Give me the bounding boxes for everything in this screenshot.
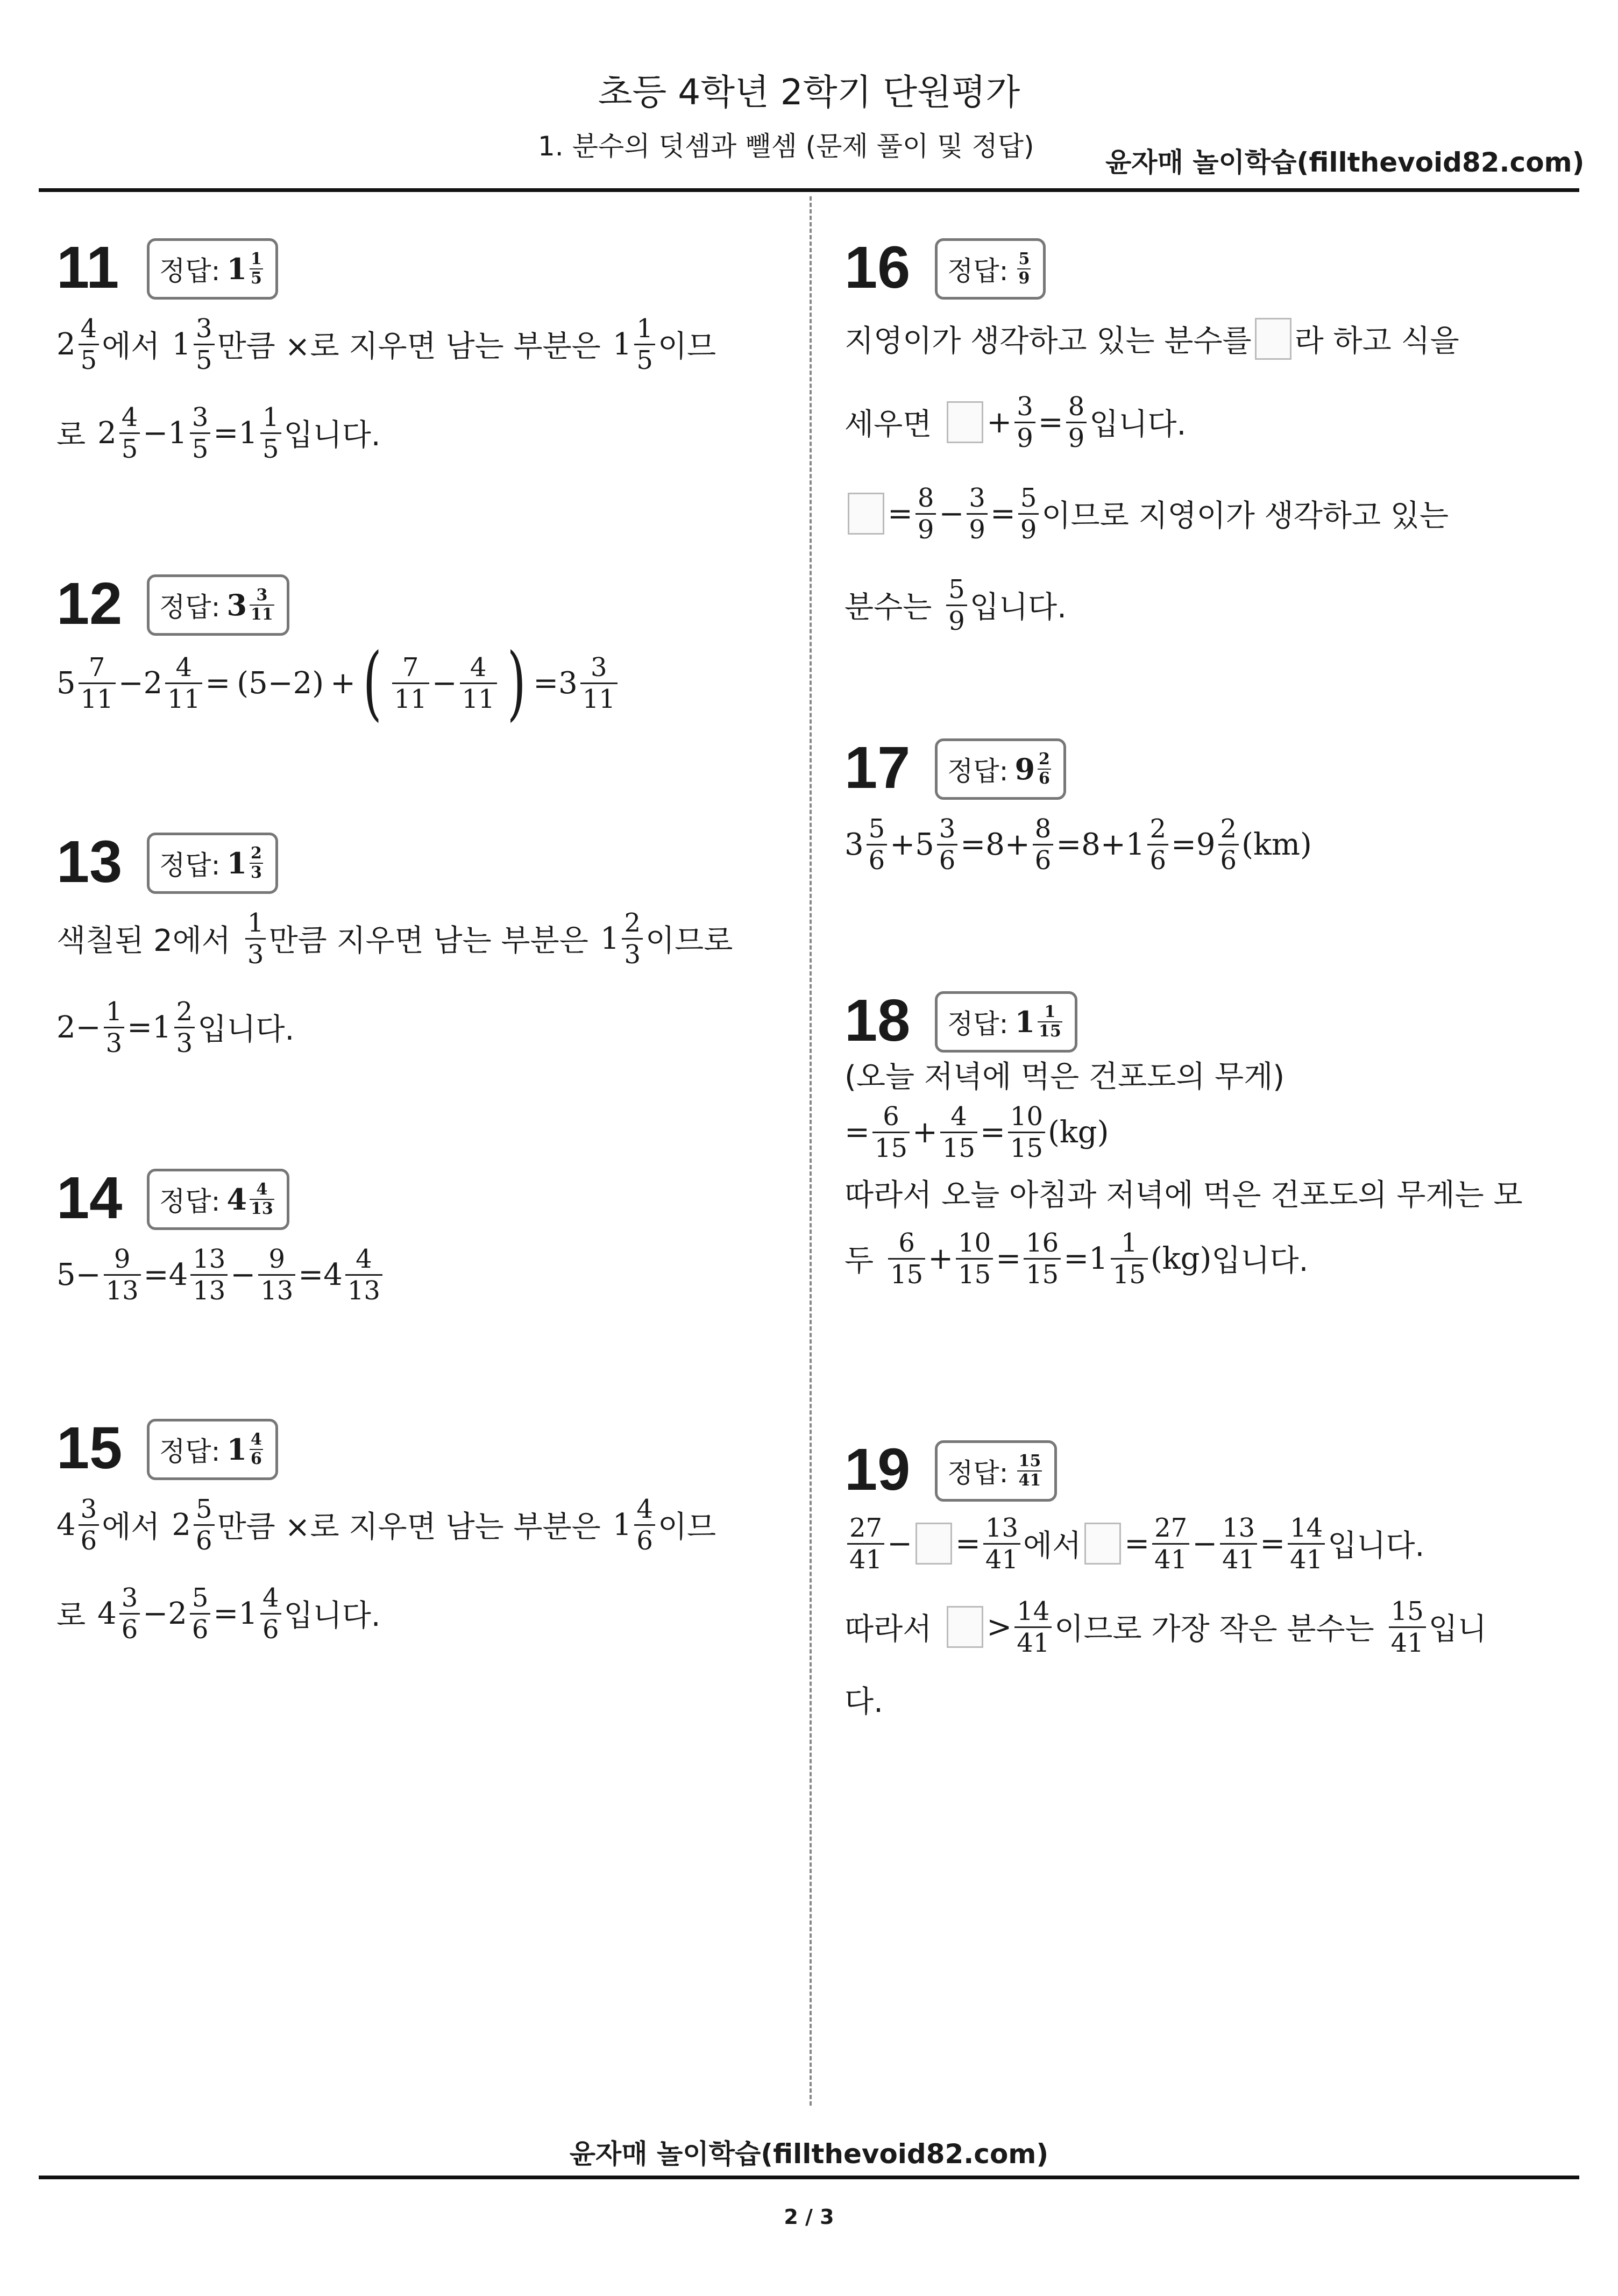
answer-fraction: [250, 844, 263, 882]
fraction: $\frac{2}{3}$: [174, 997, 195, 1058]
problem-number: 14: [56, 1165, 123, 1231]
solution-text: 이므로 지영이가 생각하고 있는: [1041, 499, 1449, 534]
blank-box: [1255, 318, 1291, 360]
problem-13: [56, 828, 733, 1073]
problem-number: 15: [56, 1415, 123, 1481]
answer-whole: 1: [226, 1432, 247, 1467]
answer-label: 정답:: [159, 1436, 221, 1467]
numerator: 5: [1018, 250, 1030, 268]
solution-line: [845, 1054, 1523, 1094]
solution-line: [56, 637, 620, 729]
solution-line: [56, 301, 716, 387]
solution-text: 이므로 가장 작은 분수는: [1054, 1612, 1374, 1647]
solution-text: 입니다.: [1089, 407, 1187, 442]
numerator: 4: [256, 1180, 268, 1199]
fraction: $\frac{3}{5}$: [190, 402, 211, 464]
fraction: $\frac{4}{6}$: [260, 1583, 281, 1645]
math: > $\frac{14}{41}$: [987, 1596, 1054, 1658]
answer-fraction: [250, 250, 263, 288]
footer-divider: [39, 2176, 1579, 2179]
fraction: $\frac{1}{5}$: [260, 402, 281, 464]
problem-18: [845, 987, 1523, 1302]
solution-line: [845, 1584, 1487, 1670]
fraction: $\frac{3}{9}$: [967, 483, 988, 545]
answer-value: [1014, 1452, 1045, 1490]
solution-line: [56, 1568, 716, 1659]
answer-box: [147, 833, 278, 894]
fraction: $\frac{4}{13}$: [345, 1244, 382, 1306]
answer-fraction: [1017, 1452, 1042, 1490]
answer-label: 정답:: [947, 1458, 1009, 1489]
numerator: 1: [1044, 1003, 1056, 1021]
solution-line: [56, 895, 733, 982]
problem-11: [56, 234, 716, 479]
numerator: 2: [1039, 750, 1050, 769]
answer-whole: 1: [226, 846, 247, 880]
answer-value: [226, 1181, 276, 1218]
answer-value: [226, 844, 265, 882]
fraction: $\frac{4}{11}$: [165, 652, 202, 714]
problem-17: [845, 734, 1312, 887]
fraction: $\frac{3}{5}$: [194, 314, 215, 375]
answer-whole: 4: [226, 1182, 247, 1217]
solution-text: 두: [845, 1243, 874, 1278]
answer-label: 정답:: [159, 850, 221, 881]
fraction: $\frac{8}{9}$: [916, 483, 936, 545]
numerator: 3: [256, 586, 268, 605]
math: 5 $\frac{7}{11}$ −2 $\frac{4}{11}$ = (5−2) + ( $\frac{7}{11}$ − $\frac{4}{11}$ ) =3 $\frac{3}{11}$: [56, 643, 620, 723]
fraction: $\frac{16}{15}$: [1024, 1228, 1061, 1290]
fraction: $\frac{13}{41}$: [983, 1513, 1020, 1575]
solution-text: 라 하고 식을: [1294, 324, 1459, 359]
solution-line: [845, 559, 1459, 651]
answer-fraction: [250, 1431, 263, 1468]
solution-text: 분수는: [845, 590, 932, 625]
denominator: 6: [251, 1449, 262, 1468]
answer-box: [147, 574, 289, 636]
answer-value: [226, 1431, 265, 1468]
blank-box: [1084, 1523, 1121, 1565]
answer-label: 정답:: [159, 255, 221, 287]
fraction: $\frac{2}{6}$: [1218, 814, 1239, 876]
fraction: $\frac{6}{15}$: [888, 1228, 925, 1290]
fraction: $\frac{2}{6}$: [1147, 814, 1168, 876]
fraction: $\frac{5}{6}$: [867, 814, 888, 876]
solution-text: 다.: [845, 1684, 883, 1719]
blank-box: [947, 401, 983, 443]
math: 1 $\frac{4}{6}$: [613, 1494, 658, 1556]
fraction: $\frac{1}{5}$: [634, 314, 655, 375]
fraction: $\frac{13}{13}$: [190, 1244, 228, 1306]
answer-value: [1014, 250, 1033, 288]
brand-label: 윤자매 놀이학습(fillthevoid82.com): [1105, 147, 1585, 178]
numerator: 15: [1018, 1452, 1041, 1470]
math: 1 $\frac{3}{5}$: [172, 314, 217, 375]
solution-text: 이므: [657, 329, 716, 364]
problem-19: [845, 1436, 1487, 1729]
fraction: $\frac{9}{13}$: [258, 1244, 295, 1306]
answer-label: 정답:: [947, 1008, 1009, 1040]
problem-number: 16: [845, 234, 911, 301]
answer-box: [935, 991, 1077, 1053]
answer-label: 정답:: [947, 756, 1009, 787]
fraction: $\frac{27}{41}$: [847, 1513, 884, 1575]
solution-text: 입니다.: [197, 1012, 295, 1047]
fraction: $\frac{3}{11}$: [580, 652, 618, 714]
numerator: 1: [251, 250, 262, 268]
solution-line: [56, 1232, 385, 1318]
fraction: $\frac{1}{3}$: [245, 908, 266, 970]
answer-box: [935, 238, 1046, 300]
solution-text: 이므: [657, 1510, 716, 1545]
problem-number: 12: [56, 571, 123, 637]
denominator: 6: [1039, 769, 1050, 788]
answer-fraction: [1038, 750, 1051, 788]
fraction: $\frac{8}{9}$: [1066, 392, 1087, 453]
solution-text: 입니다.: [283, 418, 381, 453]
fraction: $\frac{5}{9}$: [946, 574, 967, 636]
math: $\frac{27}{41}$ −: [845, 1513, 912, 1575]
math: + $\frac{3}{9}$ = $\frac{8}{9}$: [987, 392, 1089, 453]
fraction: $\frac{4}{6}$: [634, 1494, 655, 1556]
unit-label: (kg): [1150, 1241, 1212, 1276]
math: 2− $\frac{1}{3}$ =1 $\frac{2}{3}$: [56, 997, 197, 1058]
fraction: $\frac{3}{9}$: [1014, 392, 1035, 453]
fraction: $\frac{5}{6}$: [194, 1494, 215, 1556]
math: = $\frac{13}{41}$: [955, 1513, 1023, 1575]
fraction: $\frac{14}{41}$: [1014, 1596, 1052, 1658]
solution-text: 색칠된 2에서: [56, 923, 231, 958]
problem-number: 17: [845, 735, 911, 801]
solution-text: 따라서 오늘 아침과 저녁에 먹은 건포도의 무게는 모: [845, 1177, 1523, 1213]
math: = $\frac{6}{15}$ + $\frac{4}{15}$ = $\frac{10}{15}$ (kg): [845, 1101, 1109, 1163]
math: [243, 908, 269, 970]
problem-12: [56, 570, 620, 729]
footer-brand: 윤자매 놀이학습(fillthevoid82.com): [569, 2138, 1049, 2170]
fraction: $\frac{15}{41}$: [1389, 1596, 1426, 1658]
solution-line: [56, 387, 716, 479]
fraction: $\frac{5}{6}$: [190, 1583, 211, 1645]
solution-line: [845, 801, 1312, 887]
math: = $\frac{8}{9}$ − $\frac{3}{9}$ = $\frac{5}{9}$: [888, 483, 1041, 545]
fraction: $\frac{27}{41}$: [1152, 1513, 1189, 1575]
numerator: 2: [251, 844, 262, 863]
answer-fraction: [1038, 1003, 1062, 1041]
solution-text: 만큼 지우면 남는 부분은: [268, 923, 588, 958]
blank-box: [947, 1606, 983, 1648]
fraction: $\frac{2}{3}$: [622, 908, 643, 970]
problem-number: 13: [56, 829, 123, 895]
solution-line: [845, 468, 1459, 559]
solution-text: 지영이가 생각하고 있는 분수를: [845, 324, 1252, 359]
answer-fraction: [1017, 250, 1031, 288]
solution-text: (오늘 저녁에 먹은 건포도의 무게): [845, 1059, 1285, 1094]
math: 1 $\frac{2}{3}$: [600, 908, 645, 970]
answer-value: [226, 586, 276, 624]
answer-label: 정답:: [159, 1186, 221, 1217]
answer-whole: 3: [226, 588, 247, 622]
unit-label: (kg): [1048, 1114, 1109, 1150]
math: [1386, 1596, 1429, 1658]
math: 4 $\frac{3}{6}$: [56, 1494, 102, 1556]
fraction: $\frac{5}{9}$: [1018, 483, 1039, 545]
fraction: $\frac{4}{5}$: [79, 314, 100, 375]
math: $\frac{6}{15}$ + $\frac{10}{15}$ = $\frac{16}{15}$ =1 $\frac{1}{15}$ (kg): [885, 1228, 1211, 1290]
header-divider: [39, 188, 1579, 192]
solution-text: 에서: [1023, 1529, 1082, 1563]
solution-line: [845, 1215, 1523, 1302]
fraction: $\frac{9}{13}$: [104, 1244, 141, 1306]
denominator: 3: [251, 863, 262, 882]
fraction: $\frac{13}{41}$: [1220, 1513, 1257, 1575]
problem-number: 19: [845, 1437, 911, 1503]
solution-text: 입니다.: [1328, 1529, 1425, 1563]
fraction: $\frac{6}{15}$: [872, 1101, 910, 1163]
solution-text: 입니다.: [1211, 1243, 1309, 1278]
fraction: $\frac{8}{6}$: [1033, 814, 1054, 876]
solution-line: [845, 1670, 1487, 1729]
solution-text: 로: [56, 1598, 86, 1633]
denominator: 13: [251, 1199, 273, 1218]
denominator: 9: [1018, 269, 1030, 288]
fraction: $\frac{4}{5}$: [119, 402, 140, 464]
math: 2 $\frac{4}{5}$: [56, 314, 102, 375]
problem-16: [845, 234, 1459, 651]
solution-text: 세우면: [845, 407, 932, 442]
solution-text: 이므로: [645, 923, 733, 958]
denominator: 15: [1039, 1022, 1061, 1041]
fraction: $\frac{1}{3}$: [104, 997, 125, 1058]
denominator: 5: [251, 269, 262, 288]
page-title: 초등 4학년 2학기 단원평가: [598, 72, 1020, 113]
math: 2 $\frac{5}{6}$: [172, 1494, 217, 1556]
blank-box: [916, 1523, 952, 1565]
answer-label: 정답:: [947, 255, 1009, 287]
solution-text: 에서: [102, 1510, 160, 1545]
solution-text: 에서: [102, 329, 160, 364]
solution-line: [845, 301, 1459, 376]
problem-15: [56, 1414, 716, 1659]
solution-text: 입니다.: [969, 590, 1067, 625]
denominator: 11: [251, 605, 273, 624]
math: 1 $\frac{1}{5}$: [613, 314, 658, 375]
unit-label: (km): [1241, 827, 1312, 862]
math: 2 $\frac{4}{5}$ −1 $\frac{3}{5}$ =1 $\frac{1}{5}$: [97, 402, 283, 464]
fraction: $\frac{10}{15}$: [956, 1228, 993, 1290]
math: 5− $\frac{9}{13}$ =4 $\frac{13}{13}$ − $\frac{9}{13}$ =4 $\frac{4}{13}$: [56, 1244, 385, 1306]
solution-text: 따라서: [845, 1612, 932, 1647]
solution-line: [845, 1170, 1523, 1215]
solution-text: 만큼 ×로 지우면 남는 부분은: [217, 1510, 601, 1545]
solution-text: 로: [56, 418, 86, 453]
math: 3 $\frac{5}{6}$ +5 $\frac{3}{6}$ =8+ $\frac{8}{6}$ =8+1 $\frac{2}{6}$ =9 $\frac{2}{6}$ (km): [845, 813, 1312, 876]
fraction: $\frac{14}{41}$: [1288, 1513, 1325, 1575]
answer-value: [1014, 1003, 1065, 1041]
page-subtitle: 1. 분수의 덧셈과 뺄셈 (문제 풀이 및 정답): [538, 131, 1034, 162]
answer-box: [935, 738, 1066, 800]
fraction: $\frac{1}{15}$: [1111, 1228, 1148, 1290]
fraction: $\frac{10}{15}$: [1008, 1101, 1045, 1163]
page-number: 2 / 3: [784, 2205, 834, 2229]
math: = $\frac{27}{41}$ − $\frac{13}{41}$ = $\frac{14}{41}$: [1124, 1513, 1328, 1575]
answer-box: [147, 1419, 278, 1480]
denominator: 41: [1018, 1471, 1041, 1490]
fraction: $\frac{7}{11}$: [392, 652, 429, 714]
fraction: $\frac{4}{15}$: [940, 1101, 977, 1163]
problem-number: 11: [56, 234, 119, 301]
fraction: $\frac{3}{6}$: [937, 814, 958, 876]
solution-line: [845, 1503, 1487, 1584]
answer-value: [1014, 750, 1053, 788]
math: 4 $\frac{3}{6}$ −2 $\frac{5}{6}$ =1 $\frac{4}{6}$: [97, 1583, 283, 1645]
problem-14: [56, 1164, 385, 1318]
answer-box: [147, 238, 278, 300]
solution-line: [56, 982, 733, 1073]
answer-label: 정답:: [159, 592, 221, 623]
fraction: $\frac{7}{11}$: [79, 652, 116, 714]
solution-line: [845, 376, 1459, 468]
answer-value: [226, 250, 265, 288]
solution-text: 입니다.: [283, 1598, 381, 1633]
solution-line: [56, 1482, 716, 1568]
answer-fraction: [250, 586, 274, 624]
solution-text: 입니: [1428, 1612, 1487, 1647]
answer-whole: 1: [226, 252, 247, 286]
answer-box: [935, 1440, 1057, 1502]
fraction: $\frac{3}{6}$: [79, 1494, 100, 1556]
numerator: 4: [251, 1430, 262, 1449]
solution-line: [845, 1094, 1523, 1170]
blank-box: [848, 493, 884, 535]
fraction: $\frac{3}{6}$: [119, 1583, 140, 1645]
column-divider: [810, 196, 812, 2106]
fraction: $\frac{4}{11}$: [460, 652, 497, 714]
answer-whole: 9: [1014, 752, 1035, 786]
solution-text: 만큼 ×로 지우면 남는 부분은: [217, 329, 601, 364]
answer-fraction: [250, 1181, 274, 1218]
math: [943, 574, 970, 636]
answer-box: [147, 1169, 289, 1230]
problem-number: 18: [845, 987, 911, 1054]
answer-whole: 1: [1014, 1005, 1035, 1039]
